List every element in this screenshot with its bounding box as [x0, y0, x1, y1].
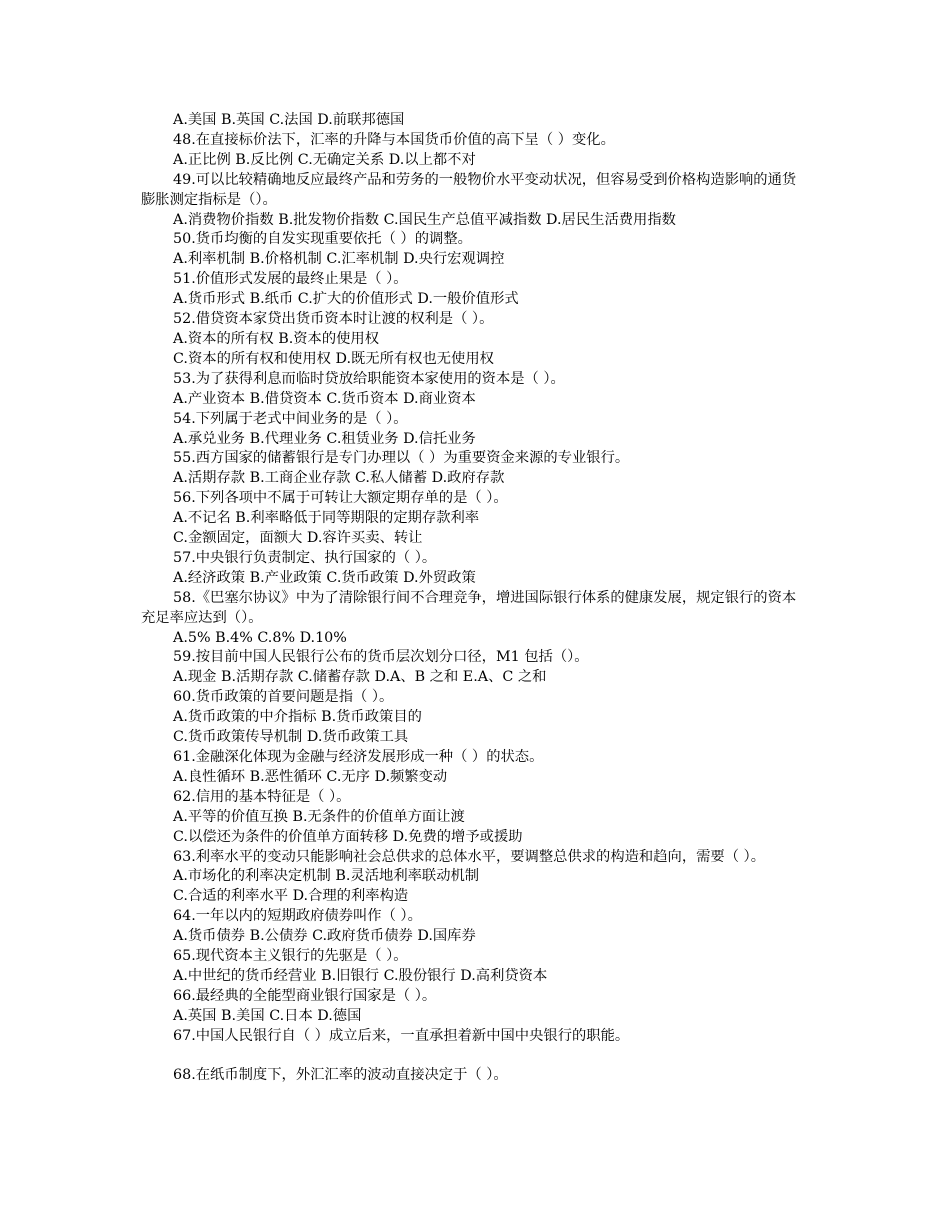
question-55: 55.西方国家的储蓄银行是专门办理以（ ）为重要资金来源的专业银行。	[173, 450, 630, 467]
options-q52-a-b: A.资本的所有权 B.资本的使用权	[173, 330, 380, 347]
question-54: 54.下列属于老式中间业务的是（ ）。	[173, 410, 408, 427]
question-49: 49.可以比较精确地反应最终产品和劳务的一般物价水平变动状况，但容易受到价格构造影响的通货膨胀测定指标是（）。	[141, 171, 797, 208]
question-64: 64.一年以内的短期政府债券叫作（ ）。	[173, 908, 422, 925]
options-q55: A.活期存款 B.工商企业存款 C.私人储蓄 D.政府存款	[173, 470, 505, 487]
options-q66: A.英国 B.美国 C.日本 D.德国	[173, 1007, 362, 1024]
options-q60-c-d: C.货币政策传导机制 D.货币政策工具	[173, 729, 409, 746]
question-51: 51.价值形式发展的最终止果是（ ）。	[173, 271, 408, 288]
question-58: 58.《巴塞尔协议》中为了清除银行间不合理竞争，增进国际银行体系的健康发展，规定银行的资本充足率应达到（）。	[141, 589, 797, 626]
options-q63-a-b: A.市场化的利率决定机制 B.灵活地利率联动机制	[173, 868, 480, 885]
question-53: 53.为了获得利息而临时贷放给职能资本家使用的资本是（ ）。	[173, 370, 565, 387]
options-q47: A.美国 B.英国 C.法国 D.前联邦德国	[173, 112, 405, 128]
blank-line	[141, 1047, 801, 1067]
options-q58: A.5% B.4% C.8% D.10%	[173, 629, 347, 646]
options-q50: A.利率机制 B.价格机制 C.汇率机制 D.央行宏观调控	[173, 251, 505, 268]
options-q60-a-b: A.货币政策的中介指标 B.货币政策目的	[173, 709, 422, 726]
options-q59: A.现金 B.活期存款 C.储蓄存款 D.A、B 之和 E.A、C 之和	[173, 669, 547, 686]
question-text-block	[141, 111, 801, 1086]
question-65: 65.现代资本主义银行的先驱是（ ）。	[173, 948, 408, 965]
question-60: 60.货币政策的首要问题是指（ ）。	[173, 689, 394, 706]
question-59: 59.按目前中国人民银行公布的货币层次划分口径，M1 包括（）。	[173, 649, 589, 666]
question-62: 62.信用的基本特征是（ ）。	[173, 788, 351, 805]
options-q63-c-d: C.合适的利率水平 D.合理的利率构造	[173, 888, 409, 905]
question-61: 61.金融深化体现为金融与经济发展形成一种（ ）的状态。	[173, 749, 544, 765]
options-q61: A.良性循环 B.恶性循环 C.无序 D.频繁变动	[173, 768, 448, 785]
options-q49: A.消费物价指数 B.批发物价指数 C.国民生产总值平减指数 D.居民生活费用指数	[173, 211, 676, 228]
options-q64: A.货币债券 B.公债券 C.政府货币债券 D.国库券	[173, 928, 476, 945]
options-q56-a-b: A.不记名 B.利率略低于同等期限的定期存款利率	[173, 510, 480, 527]
options-q65: A.中世纪的货币经营业 B.旧银行 C.股份银行 D.高利贷资本	[173, 967, 548, 984]
question-66: 66.最经典的全能型商业银行国家是（ ）。	[173, 987, 437, 1004]
question-52: 52.借贷资本家贷出货币资本时让渡的权利是（ ）。	[173, 311, 494, 328]
question-68: 68.在纸币制度下，外汇汇率的波动直接决定于（ ）。	[173, 1067, 508, 1084]
question-63: 63.利率水平的变动只能影响社会总供求的总体水平，要调整总供求的构造和趋向，需要（ ）。	[173, 848, 766, 865]
options-q62-a-b: A.平等的价值互换 B.无条件的价值单方面让渡	[173, 808, 465, 825]
options-q53: A.产业资本 B.借贷资本 C.货币资本 D.商业资本	[173, 390, 476, 407]
question-50: 50.货币均衡的自发实现重要依托（ ）的调整。	[173, 231, 472, 248]
options-q57: A.经济政策 B.产业政策 C.货币政策 D.外贸政策	[173, 569, 476, 586]
question-67: 67.中国人民银行自（ ）成立后来，一直承担着新中国中央银行的职能。	[173, 1027, 630, 1044]
options-q52-c-d: C.资本的所有权和使用权 D.既无所有权也无使用权	[173, 350, 494, 367]
question-57: 57.中央银行负责制定、执行国家的（ ）。	[173, 549, 437, 566]
options-q54: A.承兑业务 B.代理业务 C.租赁业务 D.信托业务	[173, 430, 476, 447]
options-q62-c-d: C.以偿还为条件的价值单方面转移 D.免费的增予或援助	[173, 828, 523, 845]
question-56: 56.下列各项中不属于可转让大额定期存单的是（ ）。	[173, 490, 508, 507]
options-q48: A.正比例 B.反比例 C.无确定关系 D.以上都不对	[173, 151, 476, 168]
options-q51: A.货币形式 B.纸币 C.扩大的价值形式 D.一般价值形式	[173, 291, 519, 308]
question-48: 48.在直接标价法下，汇率的升降与本国货币价值的高下呈（ ）变化。	[173, 131, 615, 148]
options-q56-c-d: C.金额固定，面额大 D.容许买卖、转让	[173, 530, 423, 547]
